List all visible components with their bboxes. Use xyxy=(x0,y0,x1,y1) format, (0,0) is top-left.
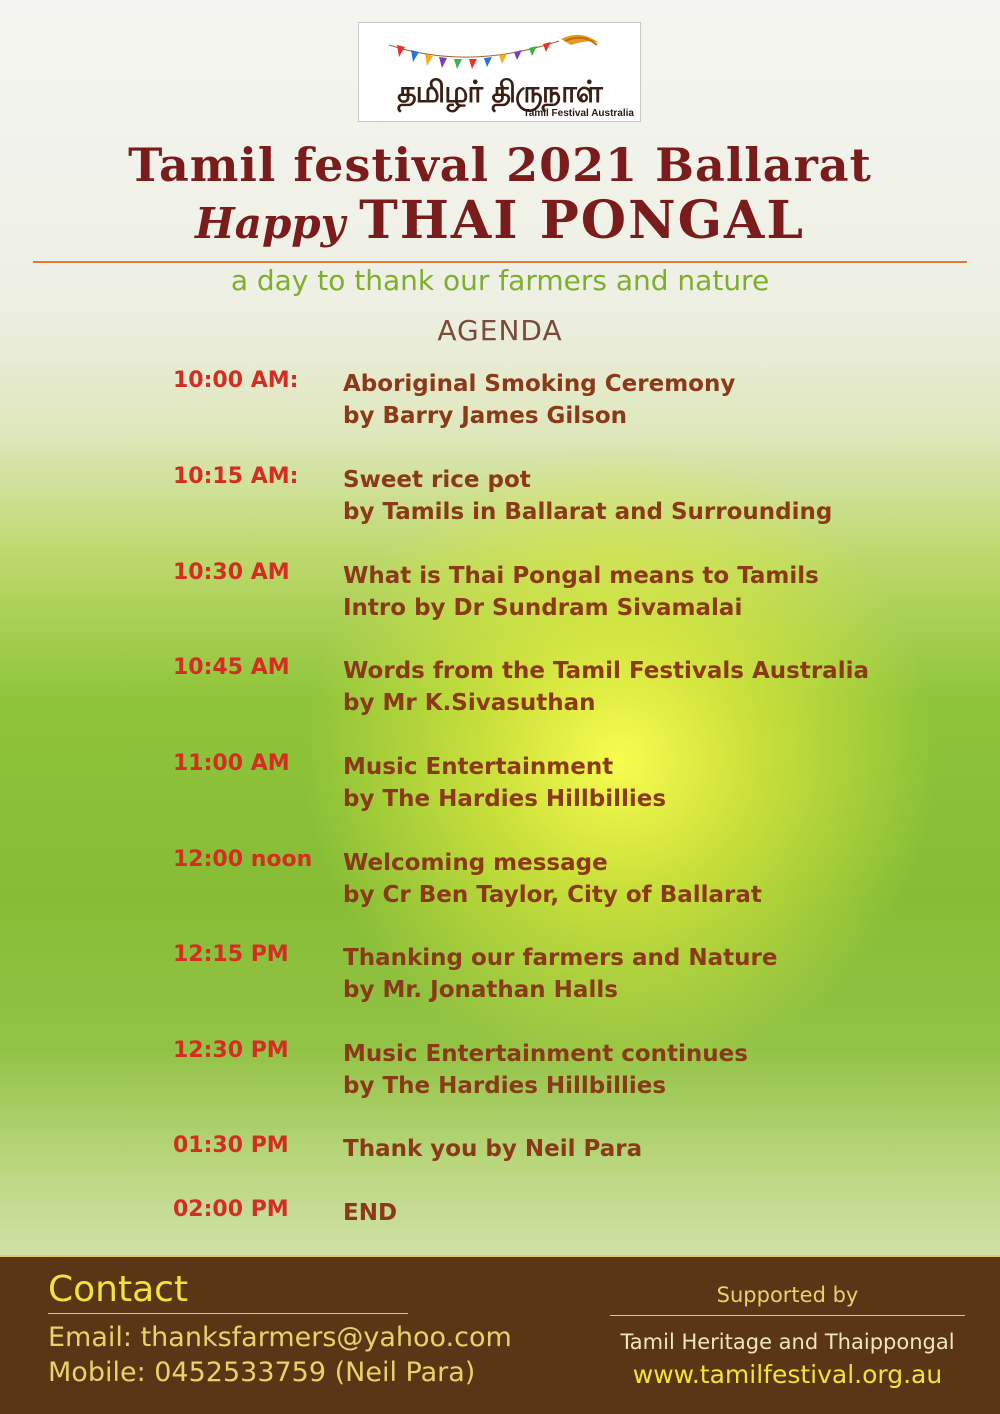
agenda-title: Aboriginal Smoking Ceremony xyxy=(343,371,736,397)
header-divider xyxy=(33,261,967,263)
footer-divider xyxy=(0,1255,1000,1257)
agenda-description xyxy=(343,368,735,432)
agenda-time: 12:30 PM xyxy=(173,1038,289,1063)
festival-logo xyxy=(358,22,641,122)
agenda-presenter: by The Hardies Hillbillies xyxy=(343,1073,667,1099)
agenda-presenter: by Mr. Jonathan Halls xyxy=(343,977,618,1003)
website-link[interactable]: www.tamilfestival.org.au xyxy=(632,1360,943,1389)
supporter-name: Tamil Heritage and Thaippongal xyxy=(620,1330,955,1354)
contact-mobile[interactable]: Mobile: 0452533759 (Neil Para) xyxy=(48,1357,476,1388)
supported-divider xyxy=(610,1315,965,1316)
contact-divider xyxy=(48,1313,408,1314)
agenda-description xyxy=(343,1133,642,1165)
contact-heading: Contact xyxy=(48,1269,189,1310)
agenda-title: Words from the Tamil Festivals Australia xyxy=(343,658,869,684)
agenda-description xyxy=(343,751,666,815)
event-title: Tamil festival 2021 Ballarat xyxy=(128,138,872,192)
agenda-presenter: by Cr Ben Taylor, City of Ballarat xyxy=(343,882,762,908)
tagline: a day to thank our farmers and nature xyxy=(230,264,770,297)
agenda-presenter: by Tamils in Ballarat and Surrounding xyxy=(343,499,833,525)
agenda-title: What is Thai Pongal means to Tamils xyxy=(343,563,819,589)
thai-pongal-text: THAI PONGAL xyxy=(359,190,805,251)
agenda-time: 12:00 noon xyxy=(173,847,313,872)
happy-text: Happy xyxy=(195,199,346,248)
agenda-title: END xyxy=(343,1200,398,1226)
contact-email[interactable]: Email: thanksfarmers@yahoo.com xyxy=(48,1322,512,1353)
agenda-time: 10:45 AM xyxy=(173,655,290,680)
agenda-description xyxy=(343,655,869,719)
agenda-description xyxy=(343,942,777,1006)
logo-tamil-text: தமிழர் திருநாள் xyxy=(397,75,602,110)
agenda-title: Welcoming message xyxy=(343,850,608,876)
agenda-presenter: by The Hardies Hillbillies xyxy=(343,786,667,812)
agenda-title: Thank you by Neil Para xyxy=(343,1136,643,1162)
agenda-time: 11:00 AM xyxy=(173,751,290,776)
bunting-flags-icon xyxy=(359,23,641,83)
agenda-title: Music Entertainment xyxy=(343,754,614,780)
agenda-presenter: Intro by Dr Sundram Sivamalai xyxy=(343,595,743,621)
agenda-title: Sweet rice pot xyxy=(343,467,531,493)
agenda-time: 10:30 AM xyxy=(173,560,290,585)
agenda-time: 10:00 AM: xyxy=(173,368,299,393)
agenda-description xyxy=(343,464,832,528)
agenda-time: 01:30 PM xyxy=(173,1133,289,1158)
agenda-title: Thanking our farmers and Nature xyxy=(343,945,778,971)
agenda-description xyxy=(343,560,819,624)
logo-subtitle: Tamil Festival Australia xyxy=(523,108,634,119)
agenda-description xyxy=(343,1197,397,1229)
footer xyxy=(0,1255,1000,1414)
agenda-description xyxy=(343,847,762,911)
agenda-time: 02:00 PM xyxy=(173,1197,289,1222)
agenda-description xyxy=(343,1038,748,1102)
event-subtitle xyxy=(0,190,1000,251)
agenda-time: 12:15 PM xyxy=(173,942,289,967)
agenda-title: Music Entertainment continues xyxy=(343,1041,748,1067)
agenda-presenter: by Mr K.Sivasuthan xyxy=(343,690,596,716)
agenda-heading: AGENDA xyxy=(437,314,563,347)
supported-by-label: Supported by xyxy=(716,1283,859,1307)
agenda-time: 10:15 AM: xyxy=(173,464,299,489)
agenda-presenter: by Barry James Gilson xyxy=(343,403,628,429)
